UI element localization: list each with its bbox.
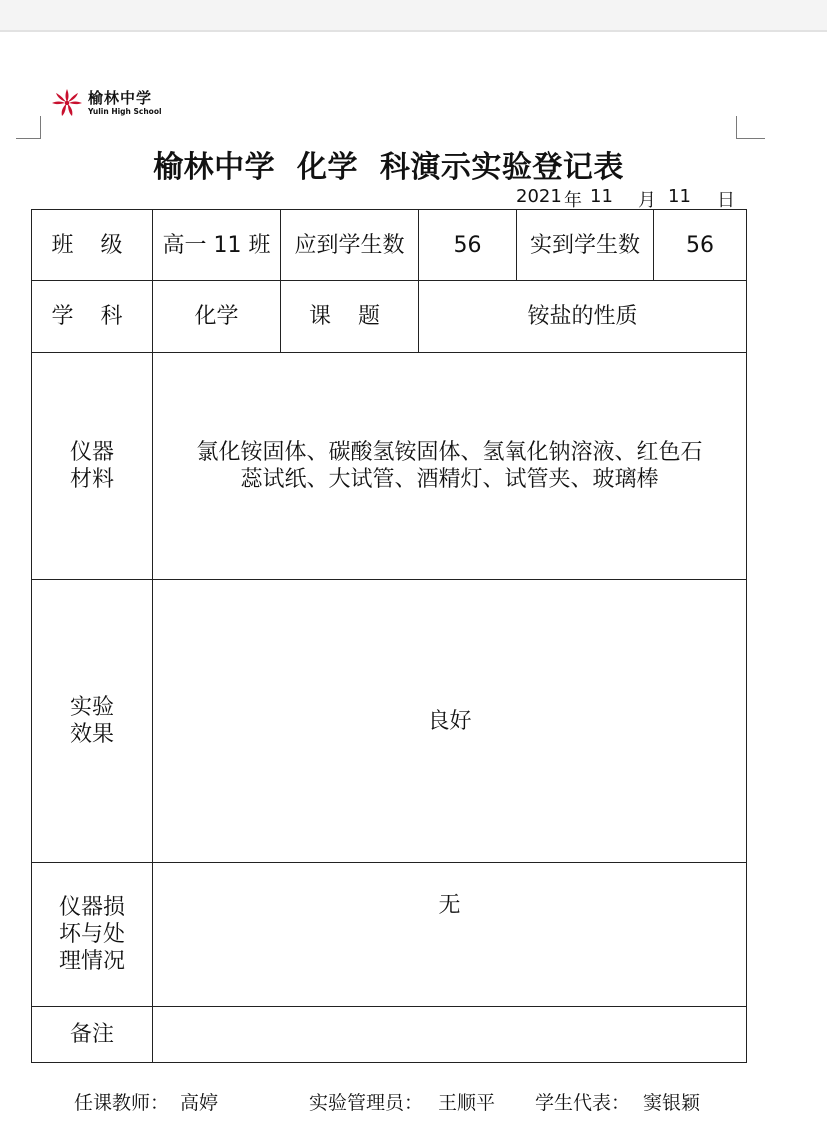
remarks-value [153, 1007, 747, 1063]
table-row-materials [32, 353, 747, 580]
effect-label-line: 实验 [69, 695, 114, 720]
damage-label-line: 仪器损 [58, 895, 125, 920]
damage-label [32, 863, 153, 1007]
materials-value-line: 蕊试纸、大试管、酒精灯、试管夹、玻璃棒 [240, 467, 659, 492]
date-year: 2021 [516, 186, 562, 207]
page-title: 榆林中学 化学 科演示实验登记表 [153, 150, 624, 185]
materials-value [153, 353, 747, 580]
expected-students-value: 56 [419, 210, 517, 281]
materials-label [32, 353, 153, 580]
viewer-top-bar [0, 0, 827, 32]
logo-chinese-name: 榆林中学 [88, 89, 153, 107]
damage-label-line: 理情况 [58, 949, 125, 974]
date-day-unit: 日 [717, 190, 735, 211]
expected-students-label: 应到学生数 [281, 210, 419, 281]
materials-value-line: 氯化铵固体、碳酸氢铵固体、氢氧化钠溶液、红色石 [196, 440, 703, 465]
effect-value: 良好 [153, 580, 747, 863]
class-label: 班 级 [32, 210, 153, 281]
teacher-label: 任课教师： [74, 1092, 170, 1114]
materials-label-line: 材料 [69, 467, 114, 492]
table-row-damage [32, 863, 747, 1007]
date-month: 11 [590, 186, 613, 207]
table-row-subject [32, 281, 747, 353]
topic-label: 课 题 [281, 281, 419, 353]
date-month-unit: 月 [638, 190, 656, 211]
admin-name: 王顺平 [438, 1092, 496, 1114]
teacher-name: 高婷 [180, 1092, 219, 1114]
actual-students-value: 56 [654, 210, 747, 281]
damage-value: 无 [153, 863, 747, 1007]
crop-mark-left [16, 116, 41, 139]
effect-label-line: 效果 [69, 722, 114, 747]
school-emblem-icon [50, 86, 84, 118]
date-year-unit: 年 [564, 190, 582, 211]
crop-mark-right [736, 116, 765, 139]
student-rep-name: 窦银颖 [643, 1092, 701, 1114]
registration-table [31, 209, 747, 1063]
materials-label-line: 仪器 [69, 440, 114, 465]
logo-english-name: Yulin High School [88, 107, 162, 116]
student-rep-label: 学生代表： [535, 1092, 631, 1114]
subject-value: 化学 [153, 281, 281, 353]
table-row-remarks [32, 1007, 747, 1063]
date-day: 11 [668, 186, 691, 207]
topic-value: 铵盐的性质 [419, 281, 747, 353]
remarks-label: 备注 [32, 1007, 153, 1063]
table-row-class-info [32, 210, 747, 281]
table-row-effect [32, 580, 747, 863]
admin-label: 实验管理员： [309, 1092, 424, 1114]
school-logo [50, 86, 190, 120]
effect-label [32, 580, 153, 863]
subject-label: 学 科 [32, 281, 153, 353]
class-value: 高一 11 班 [153, 210, 281, 281]
damage-label-line: 坏与处 [58, 922, 125, 947]
actual-students-label: 实到学生数 [517, 210, 654, 281]
